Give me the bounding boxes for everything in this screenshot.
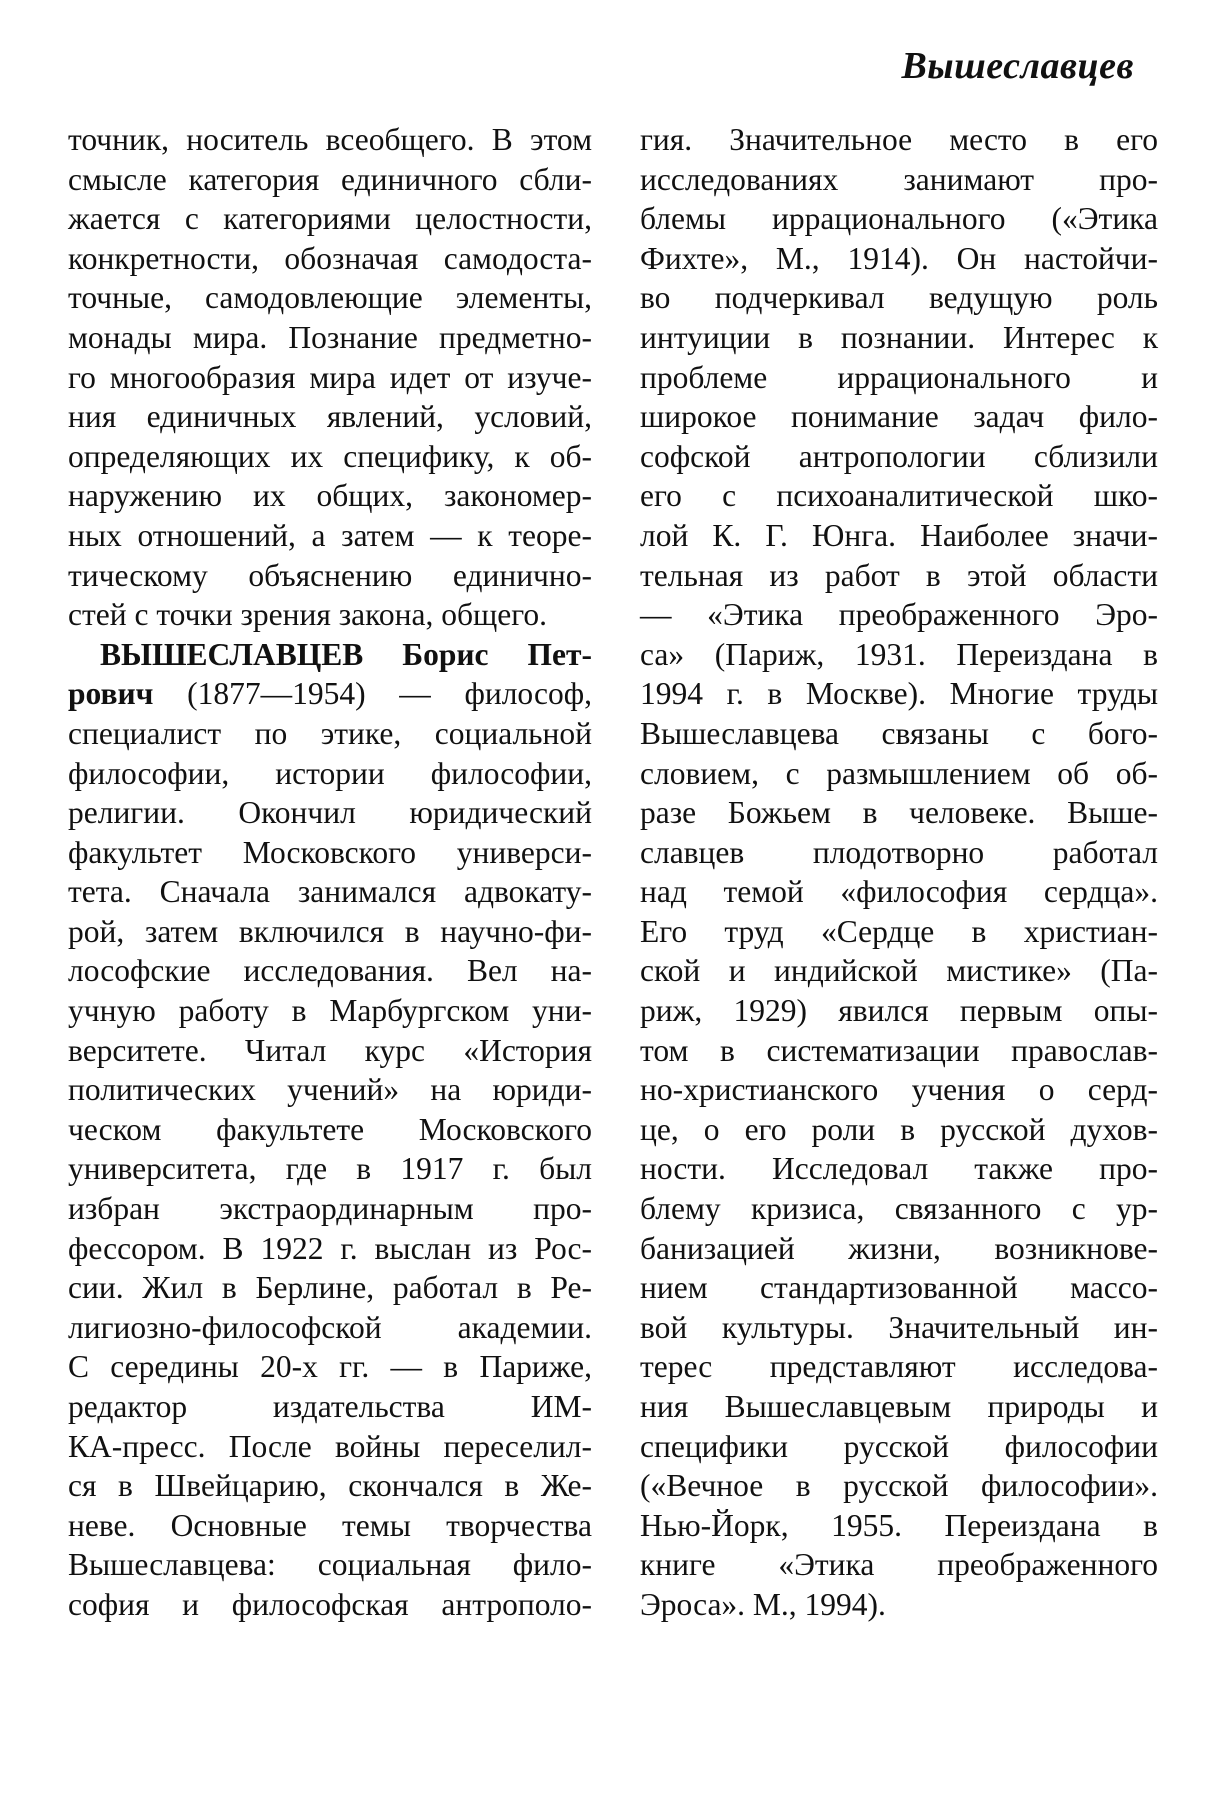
text-line: славцев плодотворно работал: [640, 834, 1158, 870]
text-line: 1994 г. в Москве). Многие труды: [640, 676, 1158, 712]
text-line: университета, где в 1917 г. был: [68, 1151, 592, 1187]
text-line: нием стандартизованной массо-: [640, 1270, 1158, 1306]
text-line: во подчеркивал ведущую роль: [640, 280, 1158, 316]
left-column: [68, 120, 592, 1625]
entry-dates: (1877—1954) — философ,: [153, 676, 592, 712]
text-line: тета. Сначала занимался адвокату-: [68, 874, 592, 910]
entry-headword-cont: рович: [68, 676, 154, 712]
text-line: книге «Этика преображенного: [640, 1547, 1158, 1583]
text-line: факультет Московского универси-: [68, 834, 592, 870]
text-line: лой К. Г. Юнга. Наиболее значи-: [640, 517, 1158, 553]
text-line: вой культуры. Значительный ин-: [640, 1309, 1158, 1345]
text-line: Эроса». М., 1994).: [640, 1586, 886, 1622]
text-line: учную работу в Марбургском уни-: [68, 993, 592, 1029]
entry-first-line: [68, 674, 592, 714]
text-line: определяющих их специфику, к об-: [68, 438, 592, 474]
text-line: сии. Жил в Берлине, работал в Ре-: [68, 1270, 592, 1306]
text-line: политических учений» на юриди-: [68, 1072, 592, 1108]
text-line: го многообразия мира идет от изуче-: [68, 359, 592, 395]
text-line: религии. Окончил юридический: [68, 795, 592, 831]
text-line: словием, с размышлением об об-: [640, 755, 1158, 791]
running-head: Вышеславцев: [901, 45, 1134, 87]
text-line: банизацией жизни, возникнове-: [640, 1230, 1158, 1266]
text-line: блему кризиса, связанного с ур-: [640, 1191, 1158, 1227]
text-line: са» (Париж, 1931. Переиздана в: [640, 636, 1158, 672]
text-line: проблеме иррационального и: [640, 359, 1158, 395]
text-line: блемы иррационального («Этика: [640, 201, 1158, 237]
text-line: его с психоаналитической шко-: [640, 478, 1158, 514]
text-line: неве. Основные темы творчества: [68, 1507, 592, 1543]
text-line: конкретности, обозначая самодоста-: [68, 240, 592, 276]
text-line: монады мира. Познание предметно-: [68, 319, 592, 355]
text-line: философии, истории философии,: [68, 755, 592, 791]
text-line: тельная из работ в этой области: [640, 557, 1158, 593]
text-line: рой, затем включился в научно-фи-: [68, 913, 592, 949]
text-line: терес представляют исследова-: [640, 1349, 1158, 1385]
text-line: софской антропологии сблизили: [640, 438, 1158, 474]
text-line: редактор издательства ИМ-: [68, 1389, 592, 1424]
text-line: разе Божьем в человеке. Выше-: [640, 795, 1158, 831]
text-line: Вышеславцева: социальная фило-: [68, 1547, 592, 1583]
entry-headword-line: [68, 635, 592, 675]
text-line: лософские исследования. Вел на-: [68, 953, 592, 989]
text-line: Нью-Йорк, 1955. Переиздана в: [640, 1507, 1158, 1543]
text-line: специалист по этике, социальной: [68, 715, 592, 751]
text-line: но-христианского учения о серд-: [640, 1072, 1158, 1108]
text-line: широкое понимание задач фило-: [640, 399, 1158, 435]
text-line: це, о его роли в русской духов-: [640, 1111, 1158, 1147]
text-line: специфики русской философии: [640, 1428, 1158, 1464]
text-line: фессором. В 1922 г. выслан из Рос-: [68, 1230, 592, 1266]
text-line: наружению их общих, закономер-: [68, 478, 592, 514]
right-column: [640, 120, 1158, 1625]
text-line: ности. Исследовал также про-: [640, 1151, 1158, 1187]
text-line: том в систематизации православ-: [640, 1032, 1158, 1068]
text-line: над темой «философия сердца».: [640, 874, 1158, 910]
text-line: С середины 20-х гг. — в Париже,: [68, 1349, 592, 1385]
text-line: ской и индийской мистике» (Па-: [640, 953, 1158, 989]
text-line: КА-пресс. После войны переселил-: [68, 1428, 592, 1464]
text-line: жается с категориями целостности,: [68, 201, 592, 237]
text-line: тическому объяснению единично-: [68, 557, 592, 593]
text-line: ческом факультете Московского: [68, 1111, 592, 1147]
text-line: ния единичных явлений, условий,: [68, 399, 592, 435]
entry-headword: ВЫШЕСЛАВЦЕВ Борис Пет-: [100, 636, 592, 672]
text-line: («Вечное в русской философии».: [640, 1468, 1158, 1504]
text-line: точник, носитель всеобщего. В этом: [68, 122, 592, 157]
text-line: верситете. Читал курс «История: [68, 1032, 592, 1068]
text-line: Его труд «Сердце в христиан-: [640, 913, 1158, 949]
text-line: ных отношений, а затем — к теоре-: [68, 517, 592, 553]
text-line: Вышеславцева связаны с бого-: [640, 715, 1158, 751]
text-line: смысле категория единичного сбли-: [68, 161, 592, 197]
text-line: Фихте», М., 1914). Он настойчи-: [640, 240, 1158, 276]
text-line: стей с точки зрения закона, общего.: [68, 597, 547, 633]
text-line: — «Этика преображенного Эро-: [640, 597, 1158, 633]
text-line: ния Вышеславцевым природы и: [640, 1389, 1158, 1424]
text-line: интуиции в познании. Интерес к: [640, 319, 1158, 355]
text-line: софия и философская антрополо-: [68, 1586, 592, 1622]
text-line: ся в Швейцарию, скончался в Же-: [68, 1468, 592, 1504]
text-line: точные, самодовлеющие элементы,: [68, 280, 592, 316]
text-line: гия. Значительное место в его: [640, 122, 1158, 157]
text-line: лигиозно-философской академии.: [68, 1309, 592, 1345]
text-line: риж, 1929) явился первым опы-: [640, 993, 1158, 1029]
text-line: исследованиях занимают про-: [640, 161, 1158, 197]
text-line: избран экстраординарным про-: [68, 1191, 592, 1227]
